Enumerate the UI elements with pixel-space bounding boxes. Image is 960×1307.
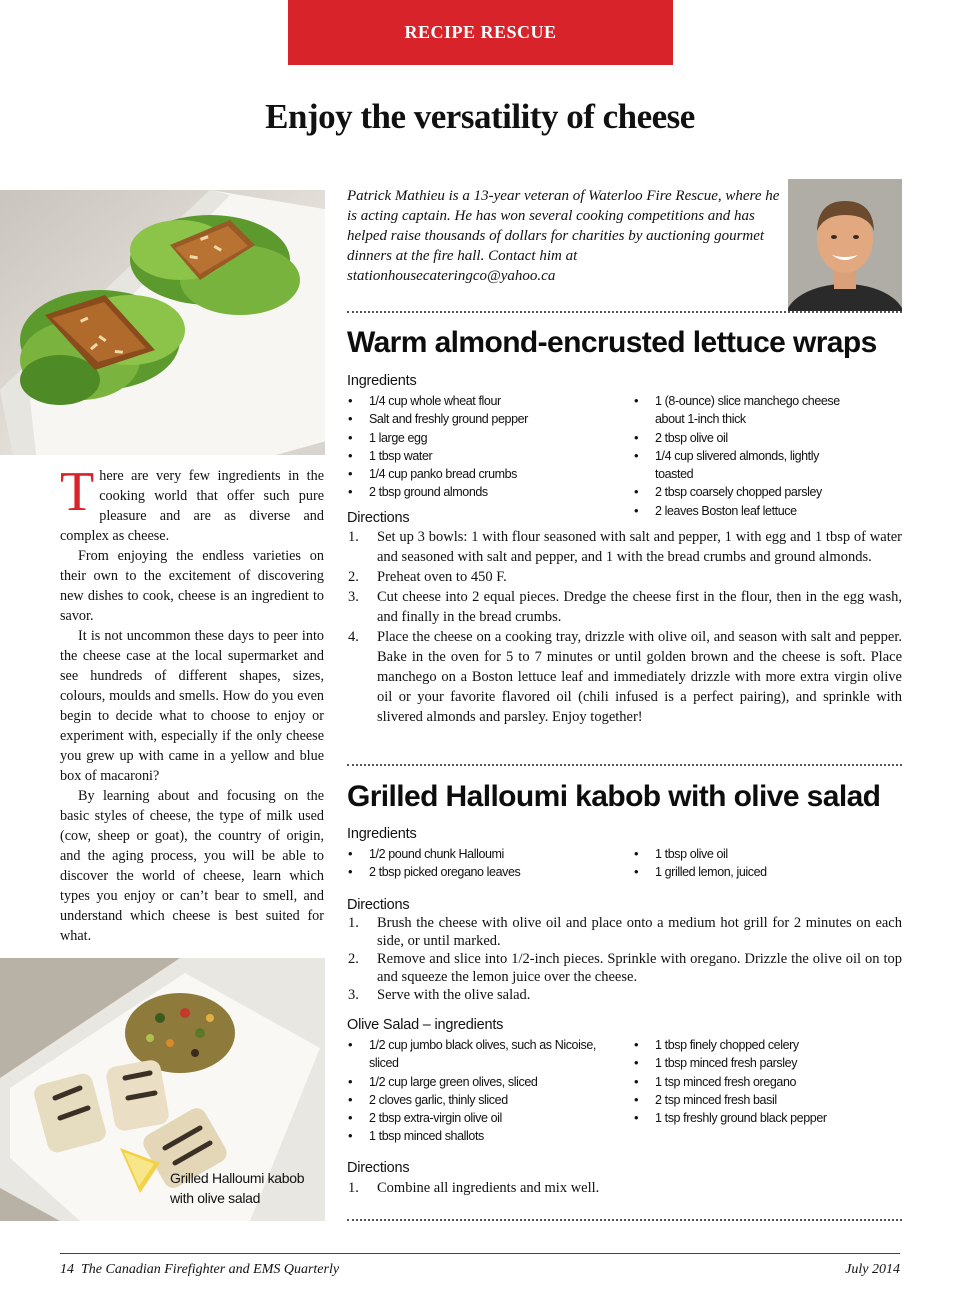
direction-step xyxy=(347,527,902,567)
ingredient-item: • 2 cloves garlic, thinly sliced xyxy=(347,1091,602,1109)
directions-list xyxy=(347,1178,902,1198)
ingredient-item: • 1 tbsp olive oil xyxy=(633,845,848,863)
ingredient-item: • 2 tbsp coarsely chopped parsley xyxy=(633,483,848,501)
ingredient-item: • 1 large egg xyxy=(347,429,617,447)
footer-publication: 14 The Canadian Firefighter and EMS Quarterly xyxy=(60,1262,340,1277)
ingredient-list xyxy=(633,1036,863,1127)
lettuce-wraps-photo xyxy=(0,190,325,455)
step-text: Combine all ingredients and mix well. xyxy=(377,1180,600,1196)
ingredient-item: • 1/2 pound chunk Halloumi xyxy=(347,845,617,863)
footer-date: July 2014 xyxy=(845,1262,900,1277)
drop-cap: T xyxy=(60,461,95,523)
ingredient-item: • 1 (8-ounce) slice manchego cheese about 1-inch thick xyxy=(633,392,848,429)
step-text: Preheat oven to 450 F. xyxy=(377,569,507,585)
ingredients-heading: Ingredients xyxy=(347,373,417,389)
step-text: Set up 3 bowls: 1 with flour seasoned with salt and pepper, 1 with egg and 1 tbsp of water and seasoned with salt and pepper, and 1 with the bread crumbs and ground almonds. xyxy=(377,529,902,565)
directions-heading: Directions xyxy=(347,510,410,526)
author-bio: Patrick Mathieu is a 13-year veteran of Waterloo Fire Rescue, where he is acting captain. He has won several cooking competitions and has helped raise thousands of dollars for charities by auctioning gourmet dinners at the fire hall. Contact him at stationhousecateringco@yahoo.ca xyxy=(347,188,780,284)
ingredient-item: • 1 tbsp minced shallots xyxy=(347,1127,602,1145)
step-number: 1. xyxy=(348,1180,359,1196)
step-text: Remove and slice into 1/2-inch pieces. Sprinkle with oregano. Drizzle the olive oil on top and squeeze the lemon juice over the cheese. xyxy=(377,951,902,985)
ingredient-item: • 2 tbsp picked oregano leaves xyxy=(347,863,617,881)
ingredient-item: • 1/4 cup whole wheat flour xyxy=(347,392,617,410)
divider xyxy=(347,764,902,766)
ingredient-item: • 1/2 cup jumbo black olives, such as Nicoise, sliced xyxy=(347,1036,602,1073)
ingredient-item: • 2 leaves Boston leaf lettuce xyxy=(633,502,848,520)
ingredient-item: • 1 grilled lemon, juiced xyxy=(633,863,848,881)
step-number: 1. xyxy=(348,529,359,545)
direction-step xyxy=(347,986,902,1004)
directions-list xyxy=(347,914,902,1004)
section-label: RECIPE RESCUE xyxy=(404,22,557,42)
directions-heading: Directions xyxy=(347,1160,410,1176)
ingredient-item: • 1/4 cup panko bread crumbs xyxy=(347,465,617,483)
direction-step xyxy=(347,950,902,986)
step-number: 3. xyxy=(348,589,359,605)
ingredient-item: • 1 tbsp water xyxy=(347,447,617,465)
direction-step xyxy=(347,1178,902,1198)
ingredient-item: • 2 tbsp ground almonds xyxy=(347,483,617,501)
direction-step xyxy=(347,567,902,587)
directions-heading: Directions xyxy=(347,897,410,913)
direction-step xyxy=(347,587,902,627)
ingredient-list xyxy=(633,392,848,520)
step-number: 2. xyxy=(348,951,359,967)
step-number: 4. xyxy=(348,629,359,645)
ingredient-item: • 2 tbsp extra-virgin olive oil xyxy=(347,1109,602,1127)
step-text: Place the cheese on a cooking tray, drizzle with olive oil, and season with salt and pepper. Bake in the oven for 5 to 7 minutes or until golden brown and the cheese is soft. Place manchego on a Boston lettuce leaf and immediately drizzle with more extra virgin olive oil or your favorite flavored oil (chili infused is a perfect pairing), and sprinkle with slivered almonds and parsley. Enjoy together! xyxy=(377,629,902,725)
ingredient-item: • 2 tsp minced fresh basil xyxy=(633,1091,863,1109)
direction-step xyxy=(347,627,902,727)
ingredient-list xyxy=(633,845,848,882)
ingredient-item: • 1/2 cup large green olives, sliced xyxy=(347,1073,602,1091)
step-number: 1. xyxy=(348,915,359,931)
ingredient-list xyxy=(347,1036,602,1146)
ingredient-list xyxy=(347,845,617,882)
intro-paragraph: It is not uncommon these days to peer into the cheese case at the local supermarket and see hundreds of different shapes, sizes, colours, moulds and smells. How do you even begin to decide what to choose to enjoy or experiment with, especially if the only cheese you grew up with came in a yellow and blue box of macaroni? xyxy=(60,628,324,784)
ingredient-item: • Salt and freshly ground pepper xyxy=(347,410,617,428)
ingredient-item: • 1 tbsp minced fresh parsley xyxy=(633,1054,863,1072)
ingredient-item: • 1 tbsp finely chopped celery xyxy=(633,1036,863,1054)
intro-paragraph: From enjoying the endless varieties on their own to the excitement of discovering new dishes to cook, cheese is an ingredient to savor. xyxy=(60,548,324,624)
author-headshot xyxy=(788,179,902,311)
page-title: Enjoy the versatility of cheese xyxy=(265,97,695,136)
step-text: Brush the cheese with olive oil and place onto a medium hot grill for 2 minutes on each side, or until marked. xyxy=(377,915,902,949)
ingredient-list xyxy=(347,392,617,502)
section-tab xyxy=(288,0,673,65)
footer-rule xyxy=(60,1253,900,1254)
intro-article xyxy=(60,461,324,946)
directions-list xyxy=(347,527,902,727)
recipe-title: Warm almond-encrusted lettuce wraps xyxy=(347,326,877,359)
step-text: Serve with the olive salad. xyxy=(377,987,531,1003)
step-number: 3. xyxy=(348,987,359,1003)
ingredients-heading: Ingredients xyxy=(347,826,417,842)
step-text: Cut cheese into 2 equal pieces. Dredge the cheese first in the flour, then in the egg wash, and finally in the bread crumbs. xyxy=(377,589,902,625)
ingredient-item: • 1/4 cup slivered almonds, lightly toasted xyxy=(633,447,848,484)
intro-paragraph: By learning about and focusing on the basic styles of cheese, the type of milk used (cow, sheep or goat), the country of origin, and the aging process, you will be able to discover the world of cheese, learn which types you enjoy or can’t bear to smell, and understand which cheese is best suited for what. xyxy=(60,788,324,944)
divider xyxy=(347,311,902,313)
direction-step xyxy=(347,914,902,950)
recipe-title: Grilled Halloumi kabob with olive salad xyxy=(347,780,881,813)
photo-caption: Grilled Halloumi kabob with olive salad xyxy=(170,1170,305,1206)
divider xyxy=(347,1219,902,1221)
ingredient-item: • 2 tbsp olive oil xyxy=(633,429,848,447)
step-number: 2. xyxy=(348,569,359,585)
intro-paragraph: There are very few ingredients in the cooking world that offer such pure pleasure and are as diverse and complex as cheese. xyxy=(60,461,324,544)
ingredient-item: • 1 tsp freshly ground black pepper xyxy=(633,1109,863,1127)
olive-salad-heading: Olive Salad – ingredients xyxy=(347,1017,504,1033)
ingredient-item: • 1 tsp minced fresh oregano xyxy=(633,1073,863,1091)
